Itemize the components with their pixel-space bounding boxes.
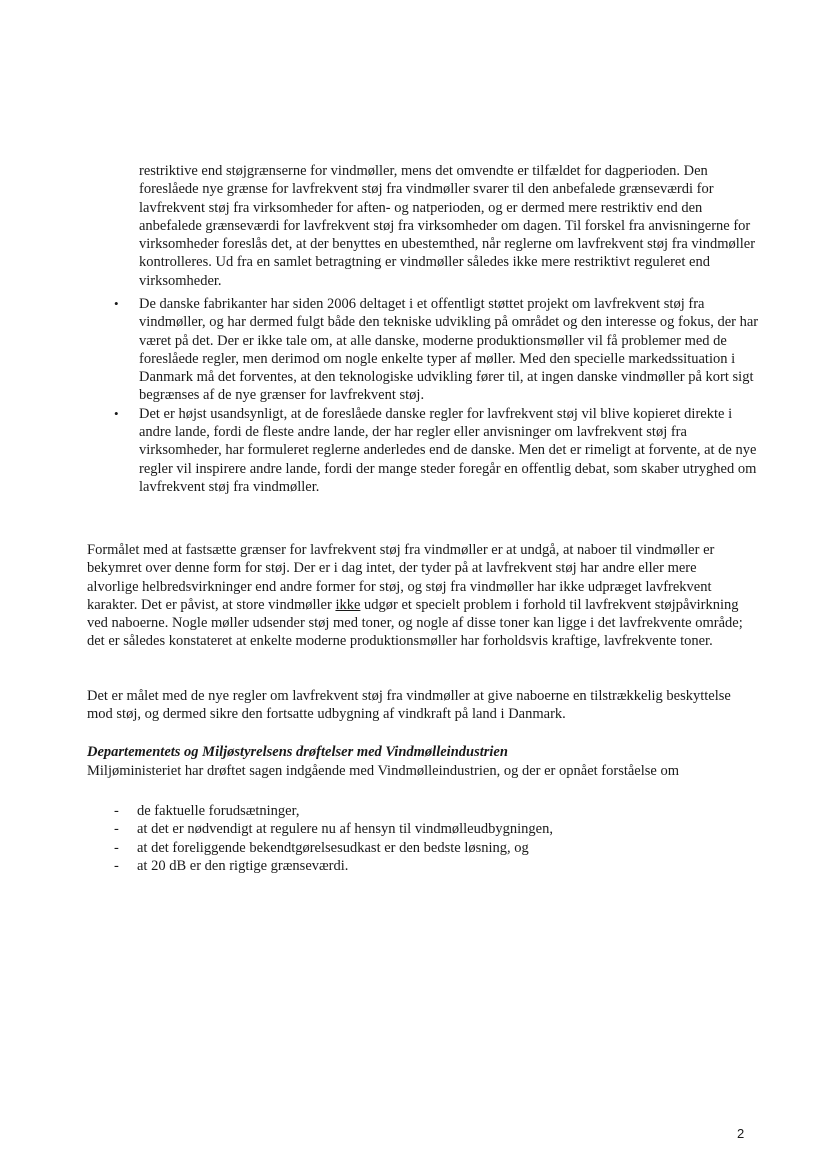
- list-item: [110, 820, 750, 838]
- bullet-text: Det er højst usandsynligt, at de foreslåede danske regler for lavfrekvent støj vil blive kopieret direkte i andre lande, fordi de fleste andre lande, der har regler eller anvisninger om lavfrekvent støj fra virksomheder, har formuleret reglerne anderledes end de danske. Men det er rimeligt at forvente, at de nye regler vil inspirere andre lande, fordi der mange steder foregår en offentlig debat, som skaber utryghed om lavfrekvent støj fra vindmøller.: [139, 405, 757, 495]
- continuation-paragraph: restriktive end støjgrænserne for vindmøller, mens det omvendte er tilfældet for dagperioden. Den foreslåede nye grænse for lavfrekvent støj fra vindmøller svarer til den anbefalede grænseværdi for lavfrekvent støj fra virksomheder for aften- og natperioden, og er dermed mere restriktiv end den anbefalede grænseværdi for lavfrekvent støj fra virksomheder om dagen. Til forskel fra anvisningerne for virksomheder foreslås det, at der benyttes en ubestemthed, når reglerne om lavfrekvent støj fra vindmøller kontrolleres. Ud fra en samlet betragtning er vindmøller således ikke mere restriktivt reguleret end virksomheder.: [139, 163, 756, 289]
- dash-text: at 20 dB er den rigtige grænseværdi.: [137, 857, 349, 874]
- list-item: [110, 295, 760, 405]
- dash-list: [110, 802, 750, 875]
- bullet-text: De danske fabrikanter har siden 2006 deltaget i et offentligt støttet projekt om lavfrekvent støj fra vindmøller, og har dermed fulgt både den tekniske udvikling på området og den interesse og fokus, der har været på det. Der er ikke tale om, at alle danske, moderne produktionsmøller vil få problemer med de foreslåede regler, men derimod om nogle enkelte typer af møller. Med den specielle markedssituation i Danmark må det forventes, at den teknologiske udvikling fører til, at ingen danske vindmøller på kort sigt begrænses af de nye grænser for lavfrekvent støj.: [139, 296, 759, 404]
- purpose-text-end: udgør et specielt problem i forhold til lavfrekvent støjpåvirkning ved naboerne. Nogle møller udsender støj med toner, og nogle af disse toner kan ligge i det lavfrekvente område; det er således konstateret at enkelte moderne produktionsmøller har forholdsvis kraftige, lavfrekvente toner.: [87, 596, 743, 650]
- underlined-word: ikke: [335, 596, 361, 613]
- dash-icon: -: [114, 857, 119, 874]
- bullet-icon: •: [114, 405, 119, 421]
- dash-text: at det er nødvendigt at regulere nu af hensyn til vindmølleudbygningen,: [137, 821, 553, 838]
- dash-icon: -: [114, 839, 119, 856]
- dash-text: de faktuelle forudsætninger,: [137, 803, 300, 819]
- purpose-text-start: Formålet med at fastsætte grænser for lavfrekvent støj fra vindmøller er at undgå, at naboer til vindmøller er bekymret over denne form for støj. Der er i dag intet, der tyder på at lavfrekvent støj har andre eller mere alvorlige helbredsvirkninger end andre former for støj, og støj fra vindmøller har ikke udpræget lavfrekvent karakter. Det er påvist, at store vindmøller: [87, 542, 715, 613]
- list-item: [110, 857, 750, 875]
- list-item: [110, 405, 760, 496]
- goal-paragraph: Det er målet med de nye regler om lavfrekvent støj fra vindmøller at give naboerne en tilstrækkelig beskyttelse mod støj, og dermed sikre den fortsatte udbygning af vindkraft på land i Danmark.: [87, 688, 731, 723]
- list-item: [110, 839, 750, 857]
- bullet-list: [110, 295, 760, 496]
- section-heading: Departementets og Miljøstyrelsens drøftelser med Vindmølleindustrien: [87, 744, 508, 760]
- ministry-paragraph: Miljøministeriet har drøftet sagen indgående med Vindmølleindustrien, og der er opnået forståelse om: [87, 763, 679, 779]
- page-number: 2: [737, 1126, 745, 1141]
- list-item: [110, 802, 750, 820]
- bullet-icon: •: [114, 296, 119, 311]
- purpose-paragraph: [87, 541, 747, 651]
- dash-icon: -: [114, 803, 119, 819]
- dash-text: at det foreliggende bekendtgørelsesudkast er den bedste løsning, og: [137, 839, 529, 856]
- dash-icon: -: [114, 821, 119, 838]
